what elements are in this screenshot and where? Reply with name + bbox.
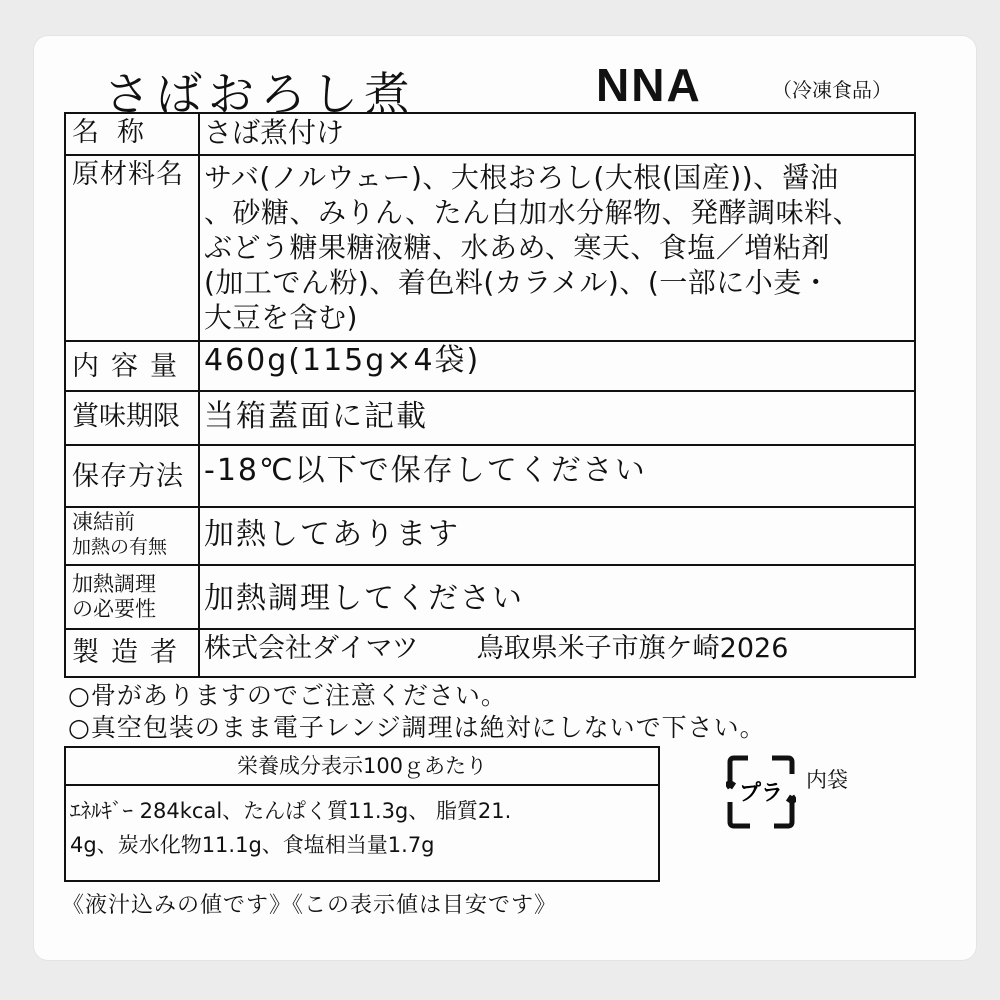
spec-value-pre-freeze: 加熱してあります (204, 517, 460, 552)
spec-key-ingredients: 原材料名 (66, 156, 200, 340)
spec-value-storage: -18℃以下で保存してください (204, 453, 647, 488)
spec-value-best-before: 当箱蓋面に記載 (204, 399, 428, 434)
product-code: NNA (596, 59, 702, 111)
spec-row-storage (66, 444, 914, 506)
spec-value-ingredients (200, 156, 914, 340)
spec-key-storage: 保存方法 (66, 446, 200, 506)
ingredients-line: 、砂糖、みりん、たん白加水分解物、発酵調味料、 (204, 196, 862, 229)
spec-key-name: 名称 (66, 114, 200, 154)
pre-freeze-key-line2: 加熱の有無 (72, 536, 168, 558)
spec-key-manufacturer: 製造者 (66, 630, 200, 676)
ingredients-line: 大豆を含む) (204, 301, 358, 334)
cooking-key-line2: の必要性 (72, 597, 156, 621)
recycle-symbol-text: プラ (738, 781, 784, 806)
notice-bones: ○骨がありますのでご注意ください。 (68, 681, 507, 710)
spec-row-manufacturer (66, 628, 914, 676)
ingredients-line: ぶどう糖果糖液糖、水あめ、寒天、食塩／増粘剤 (204, 231, 830, 264)
spec-value-cooking: 加熱調理してください (204, 581, 524, 616)
spec-value-contents: 460g(115g×4袋) (204, 343, 481, 378)
spec-key-best-before: 賞味期限 (66, 392, 200, 444)
spec-row-pre-freeze (66, 506, 914, 564)
recycle-label: 内袋 (806, 768, 848, 792)
spec-row-best-before (66, 390, 914, 444)
spec-value-name: さば煮付け (204, 116, 345, 149)
spec-row-ingredients (66, 154, 914, 340)
notice-microwave: ○真空包装のまま電子レンジ調理は絶対にしないで下さい。 (68, 713, 766, 742)
pre-freeze-key-line1: 凍結前 (72, 510, 135, 534)
nutrition-box (64, 746, 660, 882)
spec-row-contents (66, 340, 914, 390)
spec-row-name (66, 114, 914, 154)
plastic-recycle-icon (726, 752, 796, 832)
nutrition-line1: ｴﾈﾙｷﾞｰ 284kcal、たんぱく質11.3g、 脂質21. (70, 799, 512, 823)
spec-table (64, 112, 916, 678)
spec-key-pre-freeze (66, 508, 200, 564)
ingredients-line: サバ(ノルウェー)、大根おろし(大根(国産))、醤油 (204, 161, 839, 194)
nutrition-header: 栄養成分表示100ｇあたり (66, 748, 658, 786)
spec-value-manufacturer (200, 630, 914, 676)
footnote: 《液汁込みの値です》《この表示値は目安です》 (62, 893, 558, 918)
cooking-key-line1: 加熱調理 (72, 572, 156, 596)
manufacturer-company: 株式会社ダイマツ (204, 633, 419, 664)
product-name: さばおろし煮 (104, 67, 416, 121)
spec-row-cooking (66, 564, 914, 628)
frozen-food-tag: （冷凍食品） (772, 78, 892, 102)
nutrition-body (66, 786, 658, 862)
spec-key-contents: 内容量 (66, 342, 200, 390)
nutrition-line2: 4g、炭水化物11.1g、食塩相当量1.7g (70, 833, 435, 857)
manufacturer-address: 鳥取県米子市旗ケ崎2026 (476, 633, 789, 664)
title-row (104, 58, 924, 121)
spec-key-cooking (66, 566, 200, 628)
ingredients-line: (加工でん粉)、着色料(カラメル)、(一部に小麦・ (204, 266, 831, 299)
